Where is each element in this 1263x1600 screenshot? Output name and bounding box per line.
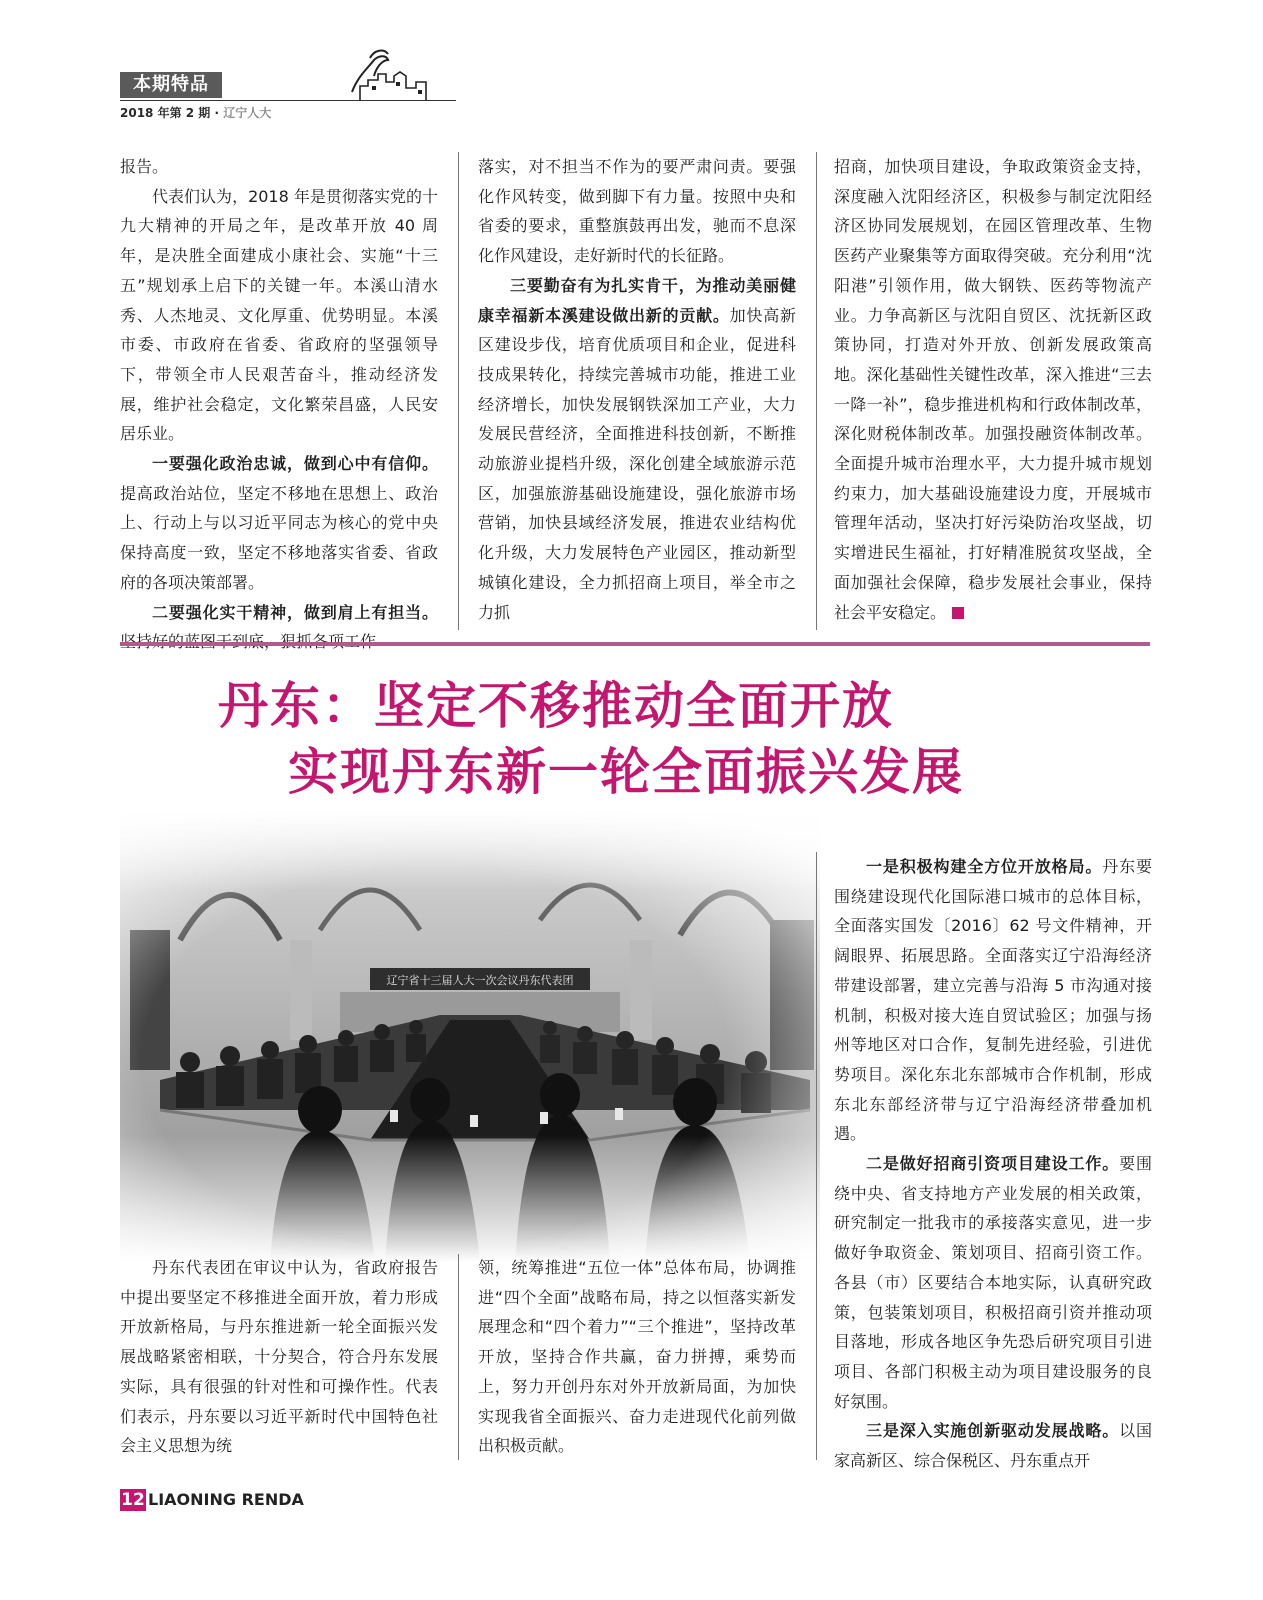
paragraph: [478, 1253, 796, 1461]
paragraph: [120, 449, 438, 598]
column-6: [834, 852, 1152, 1472]
paragraph-lead: 一要强化政治忠诚，做到心中有信仰。: [152, 454, 438, 474]
paragraph: [478, 152, 796, 271]
article-title-line-1: 丹东：坚定不移推动全面开放: [218, 677, 894, 735]
column-rule: [458, 152, 459, 630]
paragraph-lead: 二要强化实干精神，做到肩上有担当。: [152, 602, 438, 622]
paragraph: [834, 1416, 1152, 1475]
paragraph-lead: 二是做好招商引资项目建设工作。: [866, 1154, 1120, 1174]
article-title-line-2: 实现丹东新一轮全面振兴发展: [288, 743, 964, 801]
paragraph-text: 丹东要围绕建设现代化国际港口城市的总体目标，全面落实国发〔2016〕62 号文件精神，开阔眼界、拓展思路。全面落实辽宁沿海经济带建设部署，建立完善与沿海 5 市沟通对接机制，积极对接大连自贸试验区；加强与扬州等地区对口合作，复制先进经验，引进优势项目。深化东北东部城市合作机制，形成东北东部经济带与辽宁沿海经济带叠加机遇。: [834, 857, 1152, 1144]
publication-name: 辽宁人大: [223, 106, 272, 120]
column-3: [834, 152, 1152, 632]
column-rule: [458, 1254, 459, 1460]
paragraph-lead: 一是积极构建全方位开放格局。: [866, 857, 1103, 876]
skyline-logo-icon: [330, 46, 460, 106]
paragraph-text: 以国家高新区、综合保税区、丹东重点开: [834, 1421, 1152, 1471]
end-of-article-mark: [952, 607, 964, 619]
section-tag: 本期特品: [120, 72, 222, 98]
paragraph: [120, 152, 438, 182]
paragraph-lead: 三要勤奋有为扎实肯干，为推动美丽健康幸福新本溪建设做出新的贡献。: [478, 275, 796, 325]
issue-line: [120, 104, 271, 121]
paragraph-lead: 三是深入实施创新驱动发展战略。: [866, 1421, 1120, 1441]
section-divider: [120, 642, 1150, 646]
paragraph-text: 领，统筹推进“五位一体”总体布局，协调推进“四个全面”战略布局，持之以恒落实新发展理念和“四个着力”“三个推进”，坚持改革开放，坚持合作共赢，奋力拼搏，乘势而上，努力开创丹东对外开放新局面，为加快实现我省全面振兴、奋力走进现代化前列做出积极贡献。: [478, 1258, 796, 1456]
paragraph-text: 报告。: [120, 157, 169, 176]
page-number: 12: [121, 1490, 145, 1510]
paragraph: [120, 1253, 438, 1461]
paragraph: [120, 182, 438, 449]
column-1: [120, 152, 438, 632]
paragraph: [834, 852, 1152, 1149]
column-5: [478, 1253, 796, 1463]
column-2: [478, 152, 796, 632]
paragraph-text: 提高政治站位，坚定不移地在思想上、政治上、行动上与以习近平同志为核心的党中央保持高度一致，坚定不移地落实省委、省政府的各项决策部署。: [120, 483, 438, 592]
paragraph-text: 要围绕中央、省支持地方产业发展的相关政策，研究制定一批我市的承接落实意见，进一步做好争取资金、策划项目、招商引资工作。各县（市）区要结合本地实际，认真研究政策，包装策划项目，积极招商引资并推动项目落地，形成各地区争先恐后研究项目引进项目、各部门积极主动为项目建设服务的良好氛围。: [834, 1154, 1152, 1411]
column-4: [120, 1253, 438, 1463]
paragraph-text: 丹东代表团在审议中认为，省政府报告中提出要坚定不移推进全面开放，着力形成开放新格局，与丹东推进新一轮全面振兴发展战略紧密相联，十分契合，符合丹东发展实际，具有很强的针对性和可操作性。代表们表示，丹东要以习近平新时代中国特色社会主义思想为统: [120, 1258, 438, 1456]
paragraph-text: 代表们认为，2018 年是贯彻落实党的十九大精神的开局之年，是改革开放 40 周年，是决胜全面建成小康社会、实施“十三五”规划承上启下的关键一年。本溪山清水秀、人杰地灵、文化厚重、优势明显。本溪市委、市政府在省委、省政府的坚强领导下，带领全市人民艰苦奋斗，推动经济发展，维护社会稳定，文化繁荣昌盛，人民安居乐业。: [120, 186, 438, 444]
city-skyline-logo: [330, 46, 460, 106]
magazine-name: LIAONING RENDA: [148, 1490, 304, 1509]
paragraph: [120, 598, 438, 657]
column-rule: [816, 852, 817, 1460]
paragraph-text: 落实，对不担当不作为的要严肃问责。要强化作风转变，做到脚下有力量。按照中央和省委的要求，重整旗鼓再出发，驰而不息深化作风建设，走好新时代的长征路。: [478, 157, 796, 266]
paragraph-text: 加快高新区建设步伐，培育优质项目和企业，促进科技成果转化，持续完善城市功能，推进工业经济增长，加快发展钢铁深加工产业，大力发展民营经济，全面推进科技创新，不断推动旅游业提档升级，深化创建全域旅游示范区，加强旅游基础设施建设，强化旅游市场营销，加快县域经济发展，推进农业结构优化升级，大力发展特色产业园区，推动新型城镇化建设，全力抓招商上项目，举全市之力抓: [478, 305, 796, 622]
column-rule: [816, 152, 817, 630]
issue-number: 2018 年第 2 期 ·: [120, 106, 224, 120]
paragraph: [478, 271, 796, 627]
meeting-photo: [120, 810, 820, 1262]
paragraph-text: 招商，加快项目建设，争取政策资金支持，深度融入沈阳经济区，积极参与制定沈阳经济区协同发展规划，在园区管理改革、生物医药产业聚集等方面取得突破。充分利用“沈阳港”引领作用，做大钢铁、医药等物流产业。力争高新区与沈阳自贸区、沈抚新区政策协同，打造对外开放、创新发展政策高地。深化基础性关键性改革，深入推进“三去一降一补”，稳步推进机构和行政体制改革，深化财税体制改革。加强投融资体制改革。全面提升城市治理水平，大力提升城市规划约束力，加大基础设施建设力度，开展城市管理年活动，坚决打好污染防治攻坚战，切实增进民生福祉，打好精准脱贫攻坚战，全面加强社会保障，稳步发展社会事业，保持社会平安稳定。: [834, 157, 1152, 622]
paragraph: [834, 1149, 1152, 1416]
paragraph: [834, 152, 1152, 627]
